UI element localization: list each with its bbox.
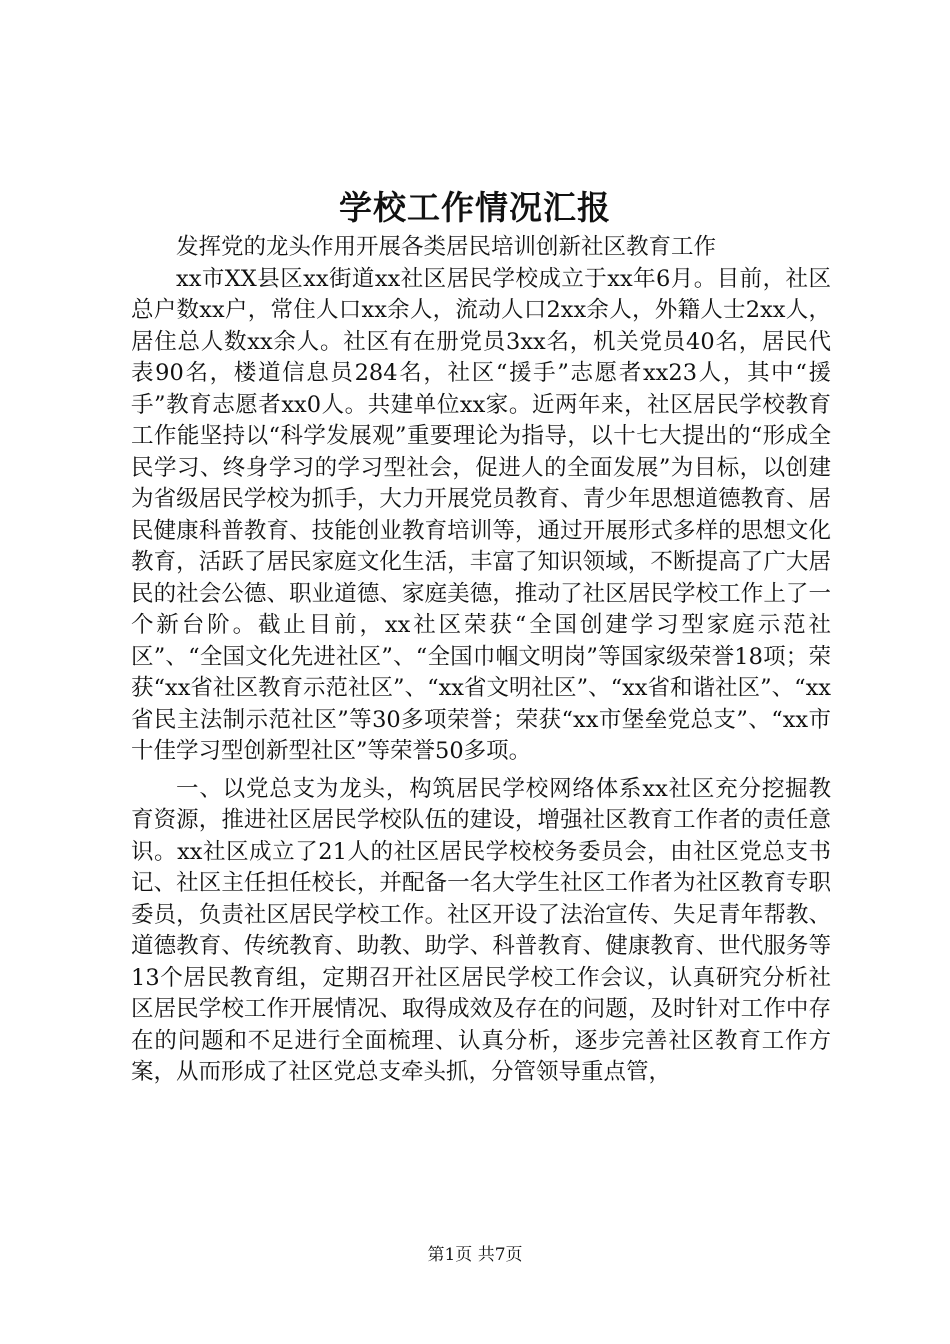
paragraph-section-one: 一、以党总支为龙头，构筑居民学校网络体系xx社区充分挖掘教育资源，推进社区居民学校队伍的建设，增强社区教育工作者的责任意识。xx社区成立了21人的社区居民学校校务委员会，由社区党总支书记、社区主任担任校长，并配备一名大学生社区工作者为社区教育专职委员，负责社区居民学校工作。社区开设了法治宣传、失足青年帮教、道德教育、传统教育、助教、助学、科普教育、健康教育、世代服务等13个居民教育组，定期召开社区居民学校工作会议，认真研究分析社区居民学校工作开展情况、取得成效及存在的问题，及时针对工作中存在的问题和不足进行全面梳理、认真分析，逐步完善社区教育工作方案，从而形成了社区党总支牵头抓，分管领导重点管，	[131, 775, 831, 1085]
paragraph-intro: xx市XX县区xx街道xx社区居民学校成立于xx年6月。目前，社区总户数xx户，常住人口xx余人，流动人口2xx余人，外籍人士2xx人，居住总人数xx余人。社区有在册党员3xx名，机关党员40名，居民代表90名，楼道信息员284名，社区“援手”志愿者xx23人，其中“援手”教育志愿者xx0人。共建单位xx家。近两年来，社区居民学校教育工作能坚持以“科学发展观”重要理论为指导，以十七大提出的“形成全民学习、终身学习的学习型社会，促进人的全面发展”为目标，以创建为省级居民学校为抓手，大力开展党员教育、青少年思想道德教育、居民健康科普教育、技能创业教育培训等，通过开展形式多样的思想文化教育，活跃了居民家庭文化生活，丰富了知识领域，不断提高了广大居民的社会公德、职业道德、家庭美德，推动了社区居民学校工作上了一个新台阶。截止目前，xx社区荣获“全国创建学习型家庭示范社区”、“全国文化先进社区”、“全国巾帼文明岗”等国家级荣誉18项；荣获“xx省社区教育示范社区”、“xx省文明社区”、“xx省和谐社区”、“xx省民主法制示范社区”等30多项荣誉；荣获“xx市堡垒党总支”、“xx市十佳学习型创新型社区”等荣誉50多项。	[131, 265, 831, 764]
document-subtitle: 发挥党的龙头作用开展各类居民培训创新社区教育工作	[176, 234, 717, 260]
document-body	[131, 232, 831, 1089]
document-title: 学校工作情况汇报	[339, 188, 611, 227]
page-footer: 第1页 共7页	[427, 1245, 523, 1265]
